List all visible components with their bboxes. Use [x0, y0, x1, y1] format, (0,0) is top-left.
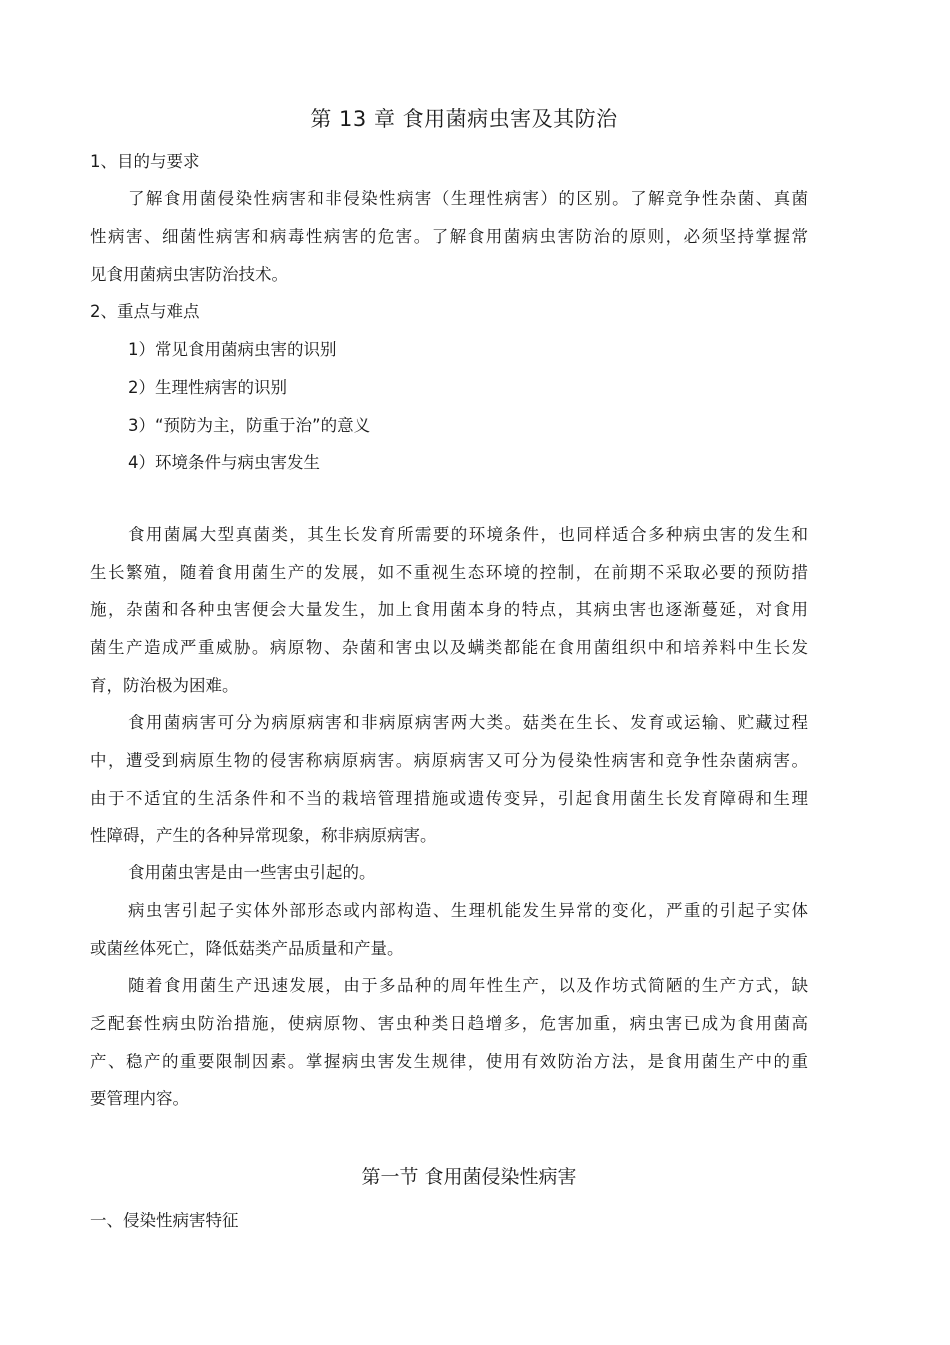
paragraph-line: 育，防治极为困难。 [90, 676, 239, 695]
paragraph-line: 施，杂菌和各种虫害便会大量发生，加上食用菌本身的特点，其病虫害也逐渐蔓延，对食用 [90, 600, 808, 619]
paragraph-line: 了解食用菌侵染性病害和非侵染性病害（生理性病害）的区别。了解竞争性杂菌、真菌 [128, 189, 808, 208]
paragraph-line: 乏配套性病虫防治措施，使病原物、害虫种类日趋增多，危害加重，病虫害已成为食用菌高 [90, 1014, 808, 1033]
section-heading-keypoints: 2、重点与难点 [90, 302, 200, 321]
chapter-title: 第 13 章 食用菌病虫害及其防治 [310, 107, 618, 131]
paragraph-line: 性病害、细菌性病害和病毒性病害的危害。了解食用菌病虫害防治的原则，必须坚持掌握常 [90, 227, 808, 246]
list-item: 2）生理性病害的识别 [128, 378, 287, 397]
paragraph-line: 随着食用菌生产迅速发展，由于多品种的周年性生产，以及作坊式简陋的生产方式，缺 [128, 976, 808, 995]
section-heading-goals: 1、目的与要求 [90, 152, 200, 171]
paragraph-line: 生长繁殖，随着食用菌生产的发展，如不重视生态环境的控制，在前期不采取必要的预防措 [90, 563, 808, 582]
paragraph-line: 性障碍，产生的各种异常现象，称非病原病害。 [90, 826, 437, 845]
list-item: 3）“预防为主，防重于治”的意义 [128, 416, 371, 435]
paragraph-line: 或菌丝体死亡，降低菇类产品质量和产量。 [90, 939, 404, 958]
paragraph-line: 食用菌病害可分为病原病害和非病原病害两大类。菇类在生长、发育或运输、贮藏过程 [128, 713, 808, 732]
paragraph-line: 产、稳产的重要限制因素。掌握病虫害发生规律，使用有效防治方法，是食用菌生产中的重 [90, 1052, 808, 1071]
subheading: 一、侵染性病害特征 [90, 1211, 239, 1230]
list-item: 4）环境条件与病虫害发生 [128, 453, 320, 472]
paragraph-line: 食用菌属大型真菌类，其生长发育所需要的环境条件，也同样适合多种病虫害的发生和 [128, 525, 808, 544]
paragraph-line: 见食用菌病虫害防治技术。 [90, 265, 288, 284]
paragraph-line: 病虫害引起子实体外部形态或内部构造、生理机能发生异常的变化，严重的引起子实体 [128, 901, 808, 920]
paragraph-line: 菌生产造成严重威胁。病原物、杂菌和害虫以及螨类都能在食用菌组织中和培养料中生长发 [90, 638, 808, 657]
paragraph-line: 食用菌虫害是由一些害虫引起的。 [128, 863, 376, 882]
section-title: 第一节 食用菌侵染性病害 [361, 1166, 577, 1188]
paragraph-line: 中，遭受到病原生物的侵害称病原病害。病原病害又可分为侵染性病害和竞争性杂菌病害。 [90, 751, 808, 770]
paragraph-line: 要管理内容。 [90, 1089, 189, 1108]
paragraph-line: 由于不适宜的生活条件和不当的栽培管理措施或遗传变异，引起食用菌生长发育障碍和生理 [90, 789, 808, 808]
list-item: 1）常见食用菌病虫害的识别 [128, 340, 337, 359]
